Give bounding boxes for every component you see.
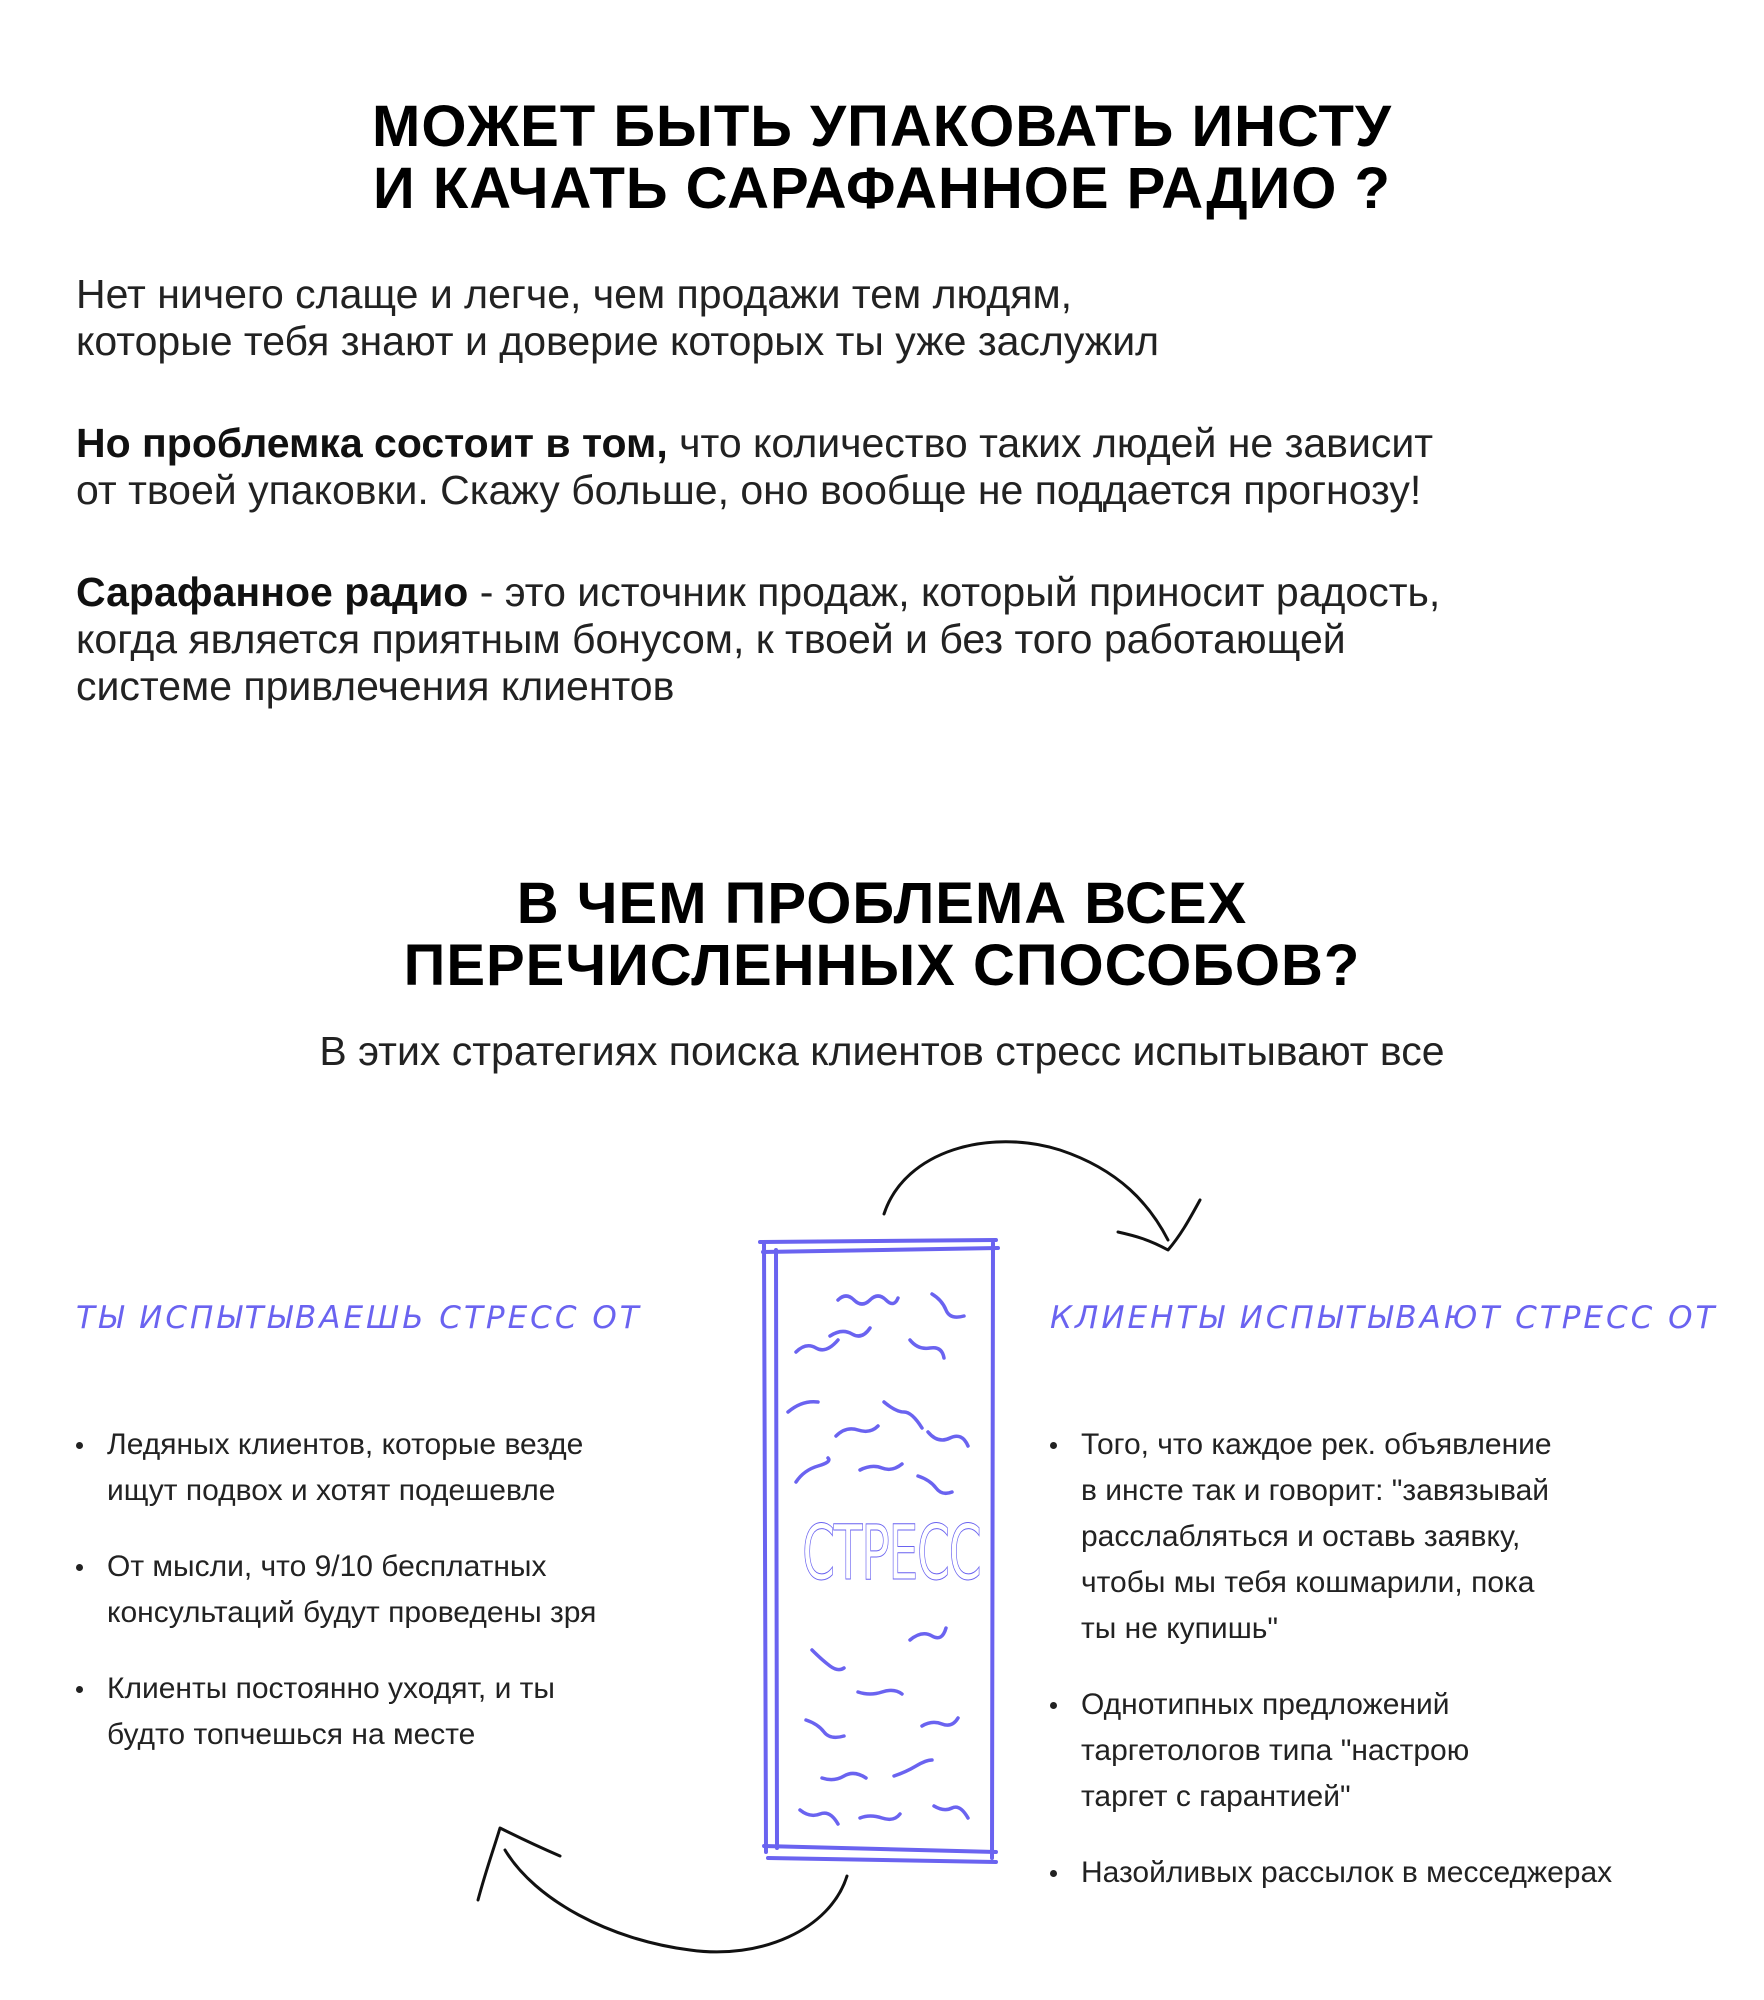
paragraph-line: которые тебя знают и доверие которых ты уже заслужил xyxy=(76,318,1160,364)
list-line: Того, что каждое рек. объявление xyxy=(1081,1428,1552,1461)
section2-heading xyxy=(0,873,1764,997)
section2-subtitle: В этих стратегиях поиска клиентов стресс испытывают все xyxy=(319,1028,1445,1074)
list-item xyxy=(1050,1850,1750,1896)
bullet-dot-icon xyxy=(1050,1442,1057,1449)
list-item-text xyxy=(1081,1682,1750,1820)
heading-line: И КАЧАТЬ САРАФАННОЕ РАДИО ? xyxy=(373,156,1391,221)
list-line: в инсте так и говорит: "завязывай xyxy=(1081,1474,1550,1507)
bullet-dot-icon xyxy=(1050,1702,1057,1709)
section1-heading xyxy=(0,96,1764,220)
paragraph-line xyxy=(76,569,1736,616)
list-item-text xyxy=(107,1544,696,1636)
intro-paragraph xyxy=(76,271,1736,365)
list-item xyxy=(1050,1682,1750,1820)
arrowhead-bottom-icon xyxy=(478,1828,560,1900)
list-item xyxy=(76,1544,696,1636)
bullet-dot-icon xyxy=(76,1564,83,1571)
list-item-text xyxy=(107,1422,696,1514)
heading-line: В ЧЕМ ПРОБЛЕМА ВСЕХ xyxy=(516,871,1248,936)
list-line: ты не купишь" xyxy=(1081,1612,1279,1645)
bold-lead: Сарафанное радио xyxy=(76,569,469,615)
right-stress-list xyxy=(1050,1422,1750,1926)
list-line: ищут подвох и хотят подешевле xyxy=(107,1474,556,1507)
list-line: расслабляться и оставь заявку, xyxy=(1081,1520,1521,1553)
list-line: Назойливых рассылок в месседжерах xyxy=(1081,1856,1613,1889)
paragraph-text: что количество таких людей не зависит xyxy=(667,420,1434,466)
stress-word: СТРЕСС xyxy=(802,1508,981,1597)
list-line: Ледяных клиентов, которые везде xyxy=(107,1428,584,1461)
list-item xyxy=(1050,1422,1750,1652)
list-line: будто топчешься на месте xyxy=(107,1718,476,1751)
heading-line: МОЖЕТ БЫТЬ УПАКОВАТЬ ИНСТУ xyxy=(372,94,1392,159)
heading-line: ПЕРЕЧИСЛЕННЫХ СПОСОБОВ? xyxy=(403,933,1361,998)
list-line: чтобы мы тебя кошмарили, пока xyxy=(1081,1566,1535,1599)
bullet-dot-icon xyxy=(1050,1870,1057,1877)
list-line: консультаций будут проведены зря xyxy=(107,1596,597,1629)
paragraph-line xyxy=(76,420,1736,467)
curved-arrow-bottom-icon xyxy=(505,1850,847,1952)
word-of-mouth-paragraph xyxy=(76,569,1736,710)
paragraph-text: - это источник продаж, который приносит радость, xyxy=(468,569,1441,615)
list-item-text xyxy=(1081,1850,1750,1896)
list-line: таргет с гарантией" xyxy=(1081,1780,1351,1813)
list-line: От мысли, что 9/10 бесплатных xyxy=(107,1550,547,1583)
curved-arrow-top-icon xyxy=(884,1142,1168,1240)
left-stress-list xyxy=(76,1422,696,1788)
list-item-text xyxy=(107,1666,696,1758)
list-item xyxy=(76,1666,696,1758)
list-line: таргетологов типа "настрою xyxy=(1081,1734,1470,1767)
arrowhead-top-icon xyxy=(1118,1200,1200,1250)
list-item xyxy=(76,1422,696,1514)
paragraph-line: от твоей упаковки. Скажу больше, оно вообще не поддается прогнозу! xyxy=(76,467,1422,513)
list-line: Клиенты постоянно уходят, и ты xyxy=(107,1672,555,1705)
bullet-dot-icon xyxy=(76,1442,83,1449)
paragraph-line: когда является приятным бонусом, к твоей и без того работающей xyxy=(76,616,1346,662)
paragraph-line: Нет ничего слаще и легче, чем продажи тем людям, xyxy=(76,271,1073,317)
problem-paragraph xyxy=(76,420,1736,514)
right-column-label: КЛИЕНТЫ ИСПЫТЫВАЮТ СТРЕСС ОТ xyxy=(1050,1300,1718,1336)
left-column-label: ТЫ ИСПЫТЫВАЕШЬ СТРЕСС ОТ xyxy=(76,1300,642,1336)
list-line: Однотипных предложений xyxy=(1081,1688,1450,1721)
bullet-dot-icon xyxy=(76,1686,83,1693)
bold-lead: Но проблемка состоит в том, xyxy=(76,420,668,466)
list-item-text xyxy=(1081,1422,1750,1652)
paragraph-line: системе привлечения клиентов xyxy=(76,663,675,709)
